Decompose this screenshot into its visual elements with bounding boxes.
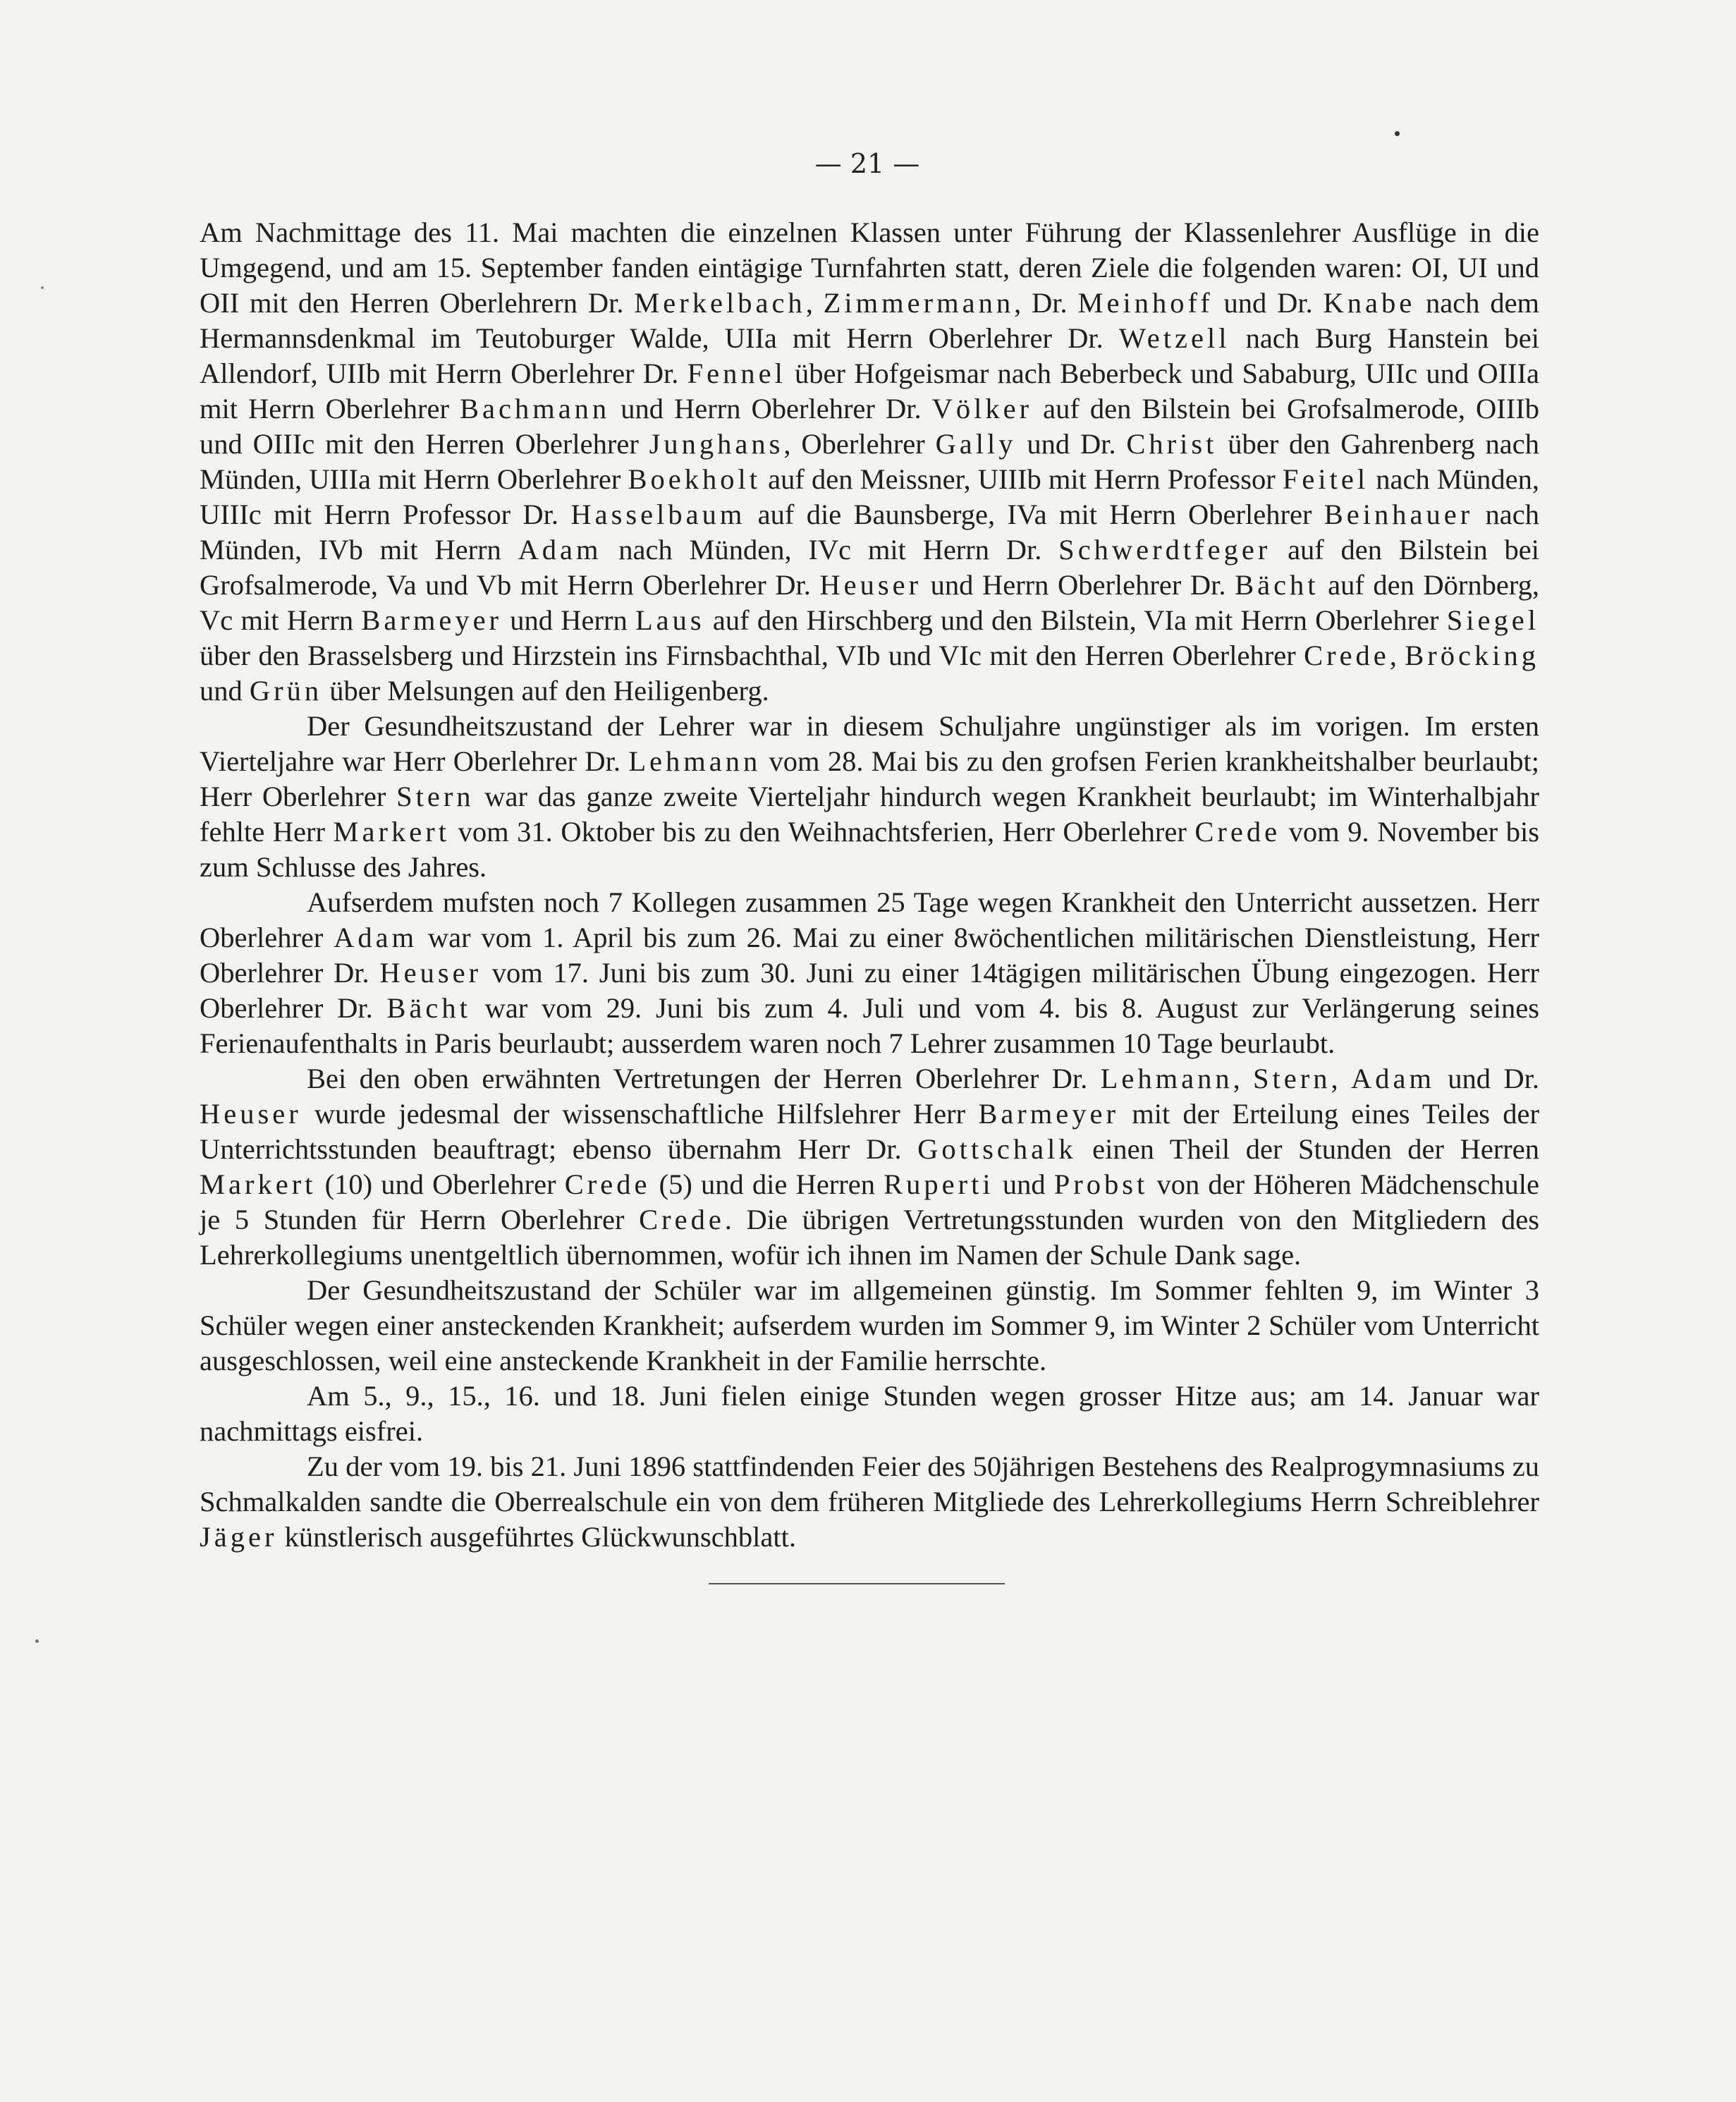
spaced-name: Adam <box>334 922 418 953</box>
spaced-name: Barmeyer <box>978 1098 1119 1130</box>
text-run: auf den Hirschberg und den Bilstein, VIa mit Herrn Oberlehrer <box>704 604 1447 636</box>
text-run: , <box>1233 1063 1254 1094</box>
text-run: und Herrn Oberlehrer Dr. <box>610 393 932 424</box>
text-run: auf den Meissner, UIIIb mit Herrn Professor <box>760 463 1283 495</box>
spaced-name: Ruperti <box>884 1168 994 1200</box>
spaced-name: Bachmann <box>459 393 611 424</box>
text-run: , <box>1331 1063 1351 1094</box>
spaced-name: Laus <box>635 604 705 636</box>
spaced-name: Merkelbach <box>634 287 806 319</box>
spaced-name: Knabe <box>1323 287 1416 319</box>
spaced-name: Boekholt <box>628 463 761 495</box>
paragraph <box>200 1379 1539 1449</box>
spaced-name: Adam <box>518 534 602 566</box>
spaced-name: Markert <box>333 816 450 848</box>
spaced-name: Lehmann <box>628 745 762 777</box>
text-run: über Melsungen auf den Heiligenberg. <box>322 675 769 707</box>
text-run: nach Münden, IVc mit Herrn Dr. <box>601 534 1059 566</box>
ink-speck <box>35 1639 39 1643</box>
text-run: mit der Erteilung eines Teiles der Unterrichtsstunden beauftragt; ebenso übernahm Herr Dr. <box>200 1098 1539 1165</box>
text-run: und <box>200 675 250 707</box>
text-run: war das ganze zweite Vierteljahr hindurch wegen Krankheit beurlaubt; im Winterhalbjahr fehlte Herr <box>200 781 1539 848</box>
text-run: (5) und die Herren <box>650 1168 884 1200</box>
spaced-name: Adam <box>1350 1063 1435 1094</box>
spaced-name: Heuser <box>379 957 482 989</box>
spaced-name: Wetzell <box>1118 322 1230 354</box>
text-run: (10) und Oberlehrer <box>316 1168 565 1200</box>
text-run: und Dr. <box>1016 428 1127 460</box>
text-run: war vom 1. April bis zum 26. Mai zu einer 8wöchentlichen militärischen Dienstleistung, Herr Oberlehrer Dr. <box>200 922 1540 989</box>
spaced-name: Schwerdtfeger <box>1058 534 1271 566</box>
text-run: nach Münden, UIIIc mit Herrn Professor Dr. <box>200 463 1539 530</box>
paragraph <box>200 1273 1539 1379</box>
spaced-name: Heuser <box>819 569 922 601</box>
text-run: auf die Baunsberge, IVa mit Herrn Oberlehrer <box>745 499 1324 530</box>
text-run: vom 31. Oktober bis zu den Weihnachtsferien, Herr Oberlehrer <box>450 816 1195 848</box>
spaced-name: Lehmann <box>1100 1063 1233 1094</box>
spaced-name: Stern <box>396 781 475 812</box>
spaced-name: Christ <box>1126 428 1218 460</box>
text-run: . Die übrigen Vertretungsstunden wurden von den Mitgliedern des Lehrerkollegiums unentgeltlich übernommen, wofür ich ihnen im Namen der Schule Dank sage. <box>200 1204 1540 1271</box>
text-run: und Dr. <box>1213 287 1324 319</box>
text-run: vom 17. Juni bis zum 30. Juni zu einer 14tägigen militärischen Übung eingezogen. Herr Oberlehrer Dr. <box>200 957 1539 1024</box>
text-run: künstlerisch ausgeführtes Glückwunschblatt. <box>277 1521 797 1553</box>
text-run: Der Gesundheitszustand der Schüler war im allgemeinen günstig. Im Sommer fehlten 9, im Winter 3 Schüler wegen einer ansteckenden Krankheit; aufserdem wurden im Sommer 9, im Winter 2 Schüler vom Unterricht ausgeschlossen, weil eine ansteckende Krankheit in der Familie herrschte. <box>200 1274 1539 1376</box>
spaced-name: Hasselbaum <box>570 499 746 530</box>
spaced-name: Markert <box>200 1168 317 1200</box>
text-run: nach dem Hermannsdenkmal im Teutoburger Walde, UIIa mit Herrn Oberlehrer Dr. <box>200 287 1540 354</box>
text-run: und Herrn Oberlehrer Dr. <box>922 569 1235 601</box>
text-run: über den Gahrenberg nach Münden, UIIIa mit Herrn Oberlehrer <box>200 428 1539 495</box>
text-run: auf den Dörnberg, Vc mit Herrn <box>200 569 1539 636</box>
paragraph <box>200 885 1539 1061</box>
spaced-name: Jäger <box>200 1521 278 1553</box>
spaced-name: Junghans <box>649 428 784 460</box>
ink-speck <box>1395 131 1400 136</box>
text-run: auf den Bilstein bei Grofsalmerode, Va und Vb mit Herrn Oberlehrer Dr. <box>200 534 1539 601</box>
ink-speck <box>41 286 44 289</box>
body-text <box>200 215 1539 1555</box>
spaced-name: Gally <box>935 428 1017 460</box>
text-run: Zu der vom 19. bis 21. Juni 1896 stattfindenden Feier des 50jährigen Bestehens des Realprogymnasiums zu Schmalkalden sandte die Oberrealschule ein von dem früheren Mitgliede des Lehrerkollegiums Herrn Schreiblehrer <box>200 1450 1539 1517</box>
text-run: wurde jedesmal der wissenschaftliche Hilfslehrer Herr <box>301 1098 979 1130</box>
text-run: von der Höheren Mädchenschule je 5 Stunden für Herrn Oberlehrer <box>200 1168 1540 1235</box>
text-run: Aufserdem mufsten noch 7 Kollegen zusammen 25 Tage wegen Krankheit den Unterricht aussetzen. Herr Oberlehrer <box>200 886 1539 953</box>
text-run: , Oberlehrer <box>783 428 936 460</box>
text-run: auf den Bilstein bei Grofsalmerode, OIIIb und OIIIc mit den Herren Oberlehrer <box>200 393 1540 460</box>
text-run: über den Brasselsberg und Hirzstein ins Firnsbachthal, VIb und VIc mit den Herren Oberlehrer <box>200 640 1304 671</box>
spaced-name: Crede <box>564 1168 651 1200</box>
text-run: und <box>994 1168 1054 1200</box>
paragraph <box>200 709 1539 885</box>
spaced-name: Bröcking <box>1405 640 1540 671</box>
text-run: , <box>1389 640 1405 671</box>
spaced-name: Feitel <box>1282 463 1369 495</box>
spaced-name: Siegel <box>1446 604 1539 636</box>
spaced-name: Crede <box>1304 640 1390 671</box>
text-run: Bei den oben erwähnten Vertretungen der Herren Oberlehrer Dr. <box>307 1063 1101 1094</box>
spaced-name: Fennel <box>687 358 786 389</box>
text-run: Am 5., 9., 15., 16. und 18. Juni fielen einige Stunden wegen grosser Hitze aus; am 14. Januar war nachmittags eisfrei. <box>200 1380 1539 1447</box>
text-run: , Dr. <box>1014 287 1078 319</box>
paragraph <box>200 1449 1539 1555</box>
spaced-name: Völker <box>931 393 1033 424</box>
text-run: war vom 29. Juni bis zum 4. Juli und vom 4. bis 8. August zur Verlängerung seines Ferienaufenthalts in Paris beurlaubt; ausserdem waren noch 7 Lehrer zusammen 10 Tage beurlaubt. <box>200 992 1539 1059</box>
spaced-name: Meinhoff <box>1077 287 1214 319</box>
spaced-name: Probst <box>1053 1168 1149 1200</box>
text-run: nach Münden, IVb mit Herrn <box>200 499 1539 566</box>
spaced-name: Barmeyer <box>361 604 503 636</box>
paragraph <box>200 215 1539 709</box>
text-run: vom 9. November bis zum Schlusse des Jahres. <box>200 816 1539 883</box>
spaced-name: Crede <box>1194 816 1281 848</box>
text-run: und Dr. <box>1434 1063 1539 1094</box>
page-number: — 21 — <box>814 148 920 179</box>
spaced-name: Heuser <box>200 1098 302 1130</box>
spaced-name: Grün <box>249 675 323 707</box>
spaced-name: Bächt <box>1235 569 1319 601</box>
spaced-name: Beinhauer <box>1324 499 1474 530</box>
text-run: Am Nachmittage des 11. Mai machten die einzelnen Klassen unter Führung der Klassenlehrer Ausflüge in die Umgegend, und am 15. September fanden eintägige Turnfahrten statt, deren Ziele die folgenden waren: OI, UI und OII mit den Herren Oberlehrern Dr. <box>200 216 1539 319</box>
text-run: über Hofgeismar nach Beberbeck und Sababurg, UIIc und OIIIa mit Herrn Oberlehrer <box>200 358 1540 424</box>
spaced-name: Crede <box>639 1204 725 1235</box>
text-run: Der Gesundheitszustand der Lehrer war in diesem Schuljahre ungünstiger als im vorigen. Im ersten Vierteljahre war Herr Oberlehrer Dr. <box>200 710 1539 777</box>
text-run: und Herrn <box>502 604 635 636</box>
spaced-name: Bächt <box>386 992 471 1024</box>
text-run: einen Theil der Stunden der Herren <box>1076 1133 1539 1165</box>
text-run: vom 28. Mai bis zu den grofsen Ferien krankheitshalber beurlaubt; Herr Oberlehrer <box>200 745 1539 812</box>
text-run: nach Burg Hanstein bei Allendorf, UIIb mit Herrn Oberlehrer Dr. <box>200 322 1539 389</box>
spaced-name: Zimmermann <box>823 287 1015 319</box>
spaced-name: Stern <box>1253 1063 1331 1094</box>
spaced-name: Gottschalk <box>917 1133 1077 1165</box>
closing-rule <box>709 1583 1005 1584</box>
paragraph <box>200 1061 1539 1273</box>
text-run: , <box>805 287 824 319</box>
